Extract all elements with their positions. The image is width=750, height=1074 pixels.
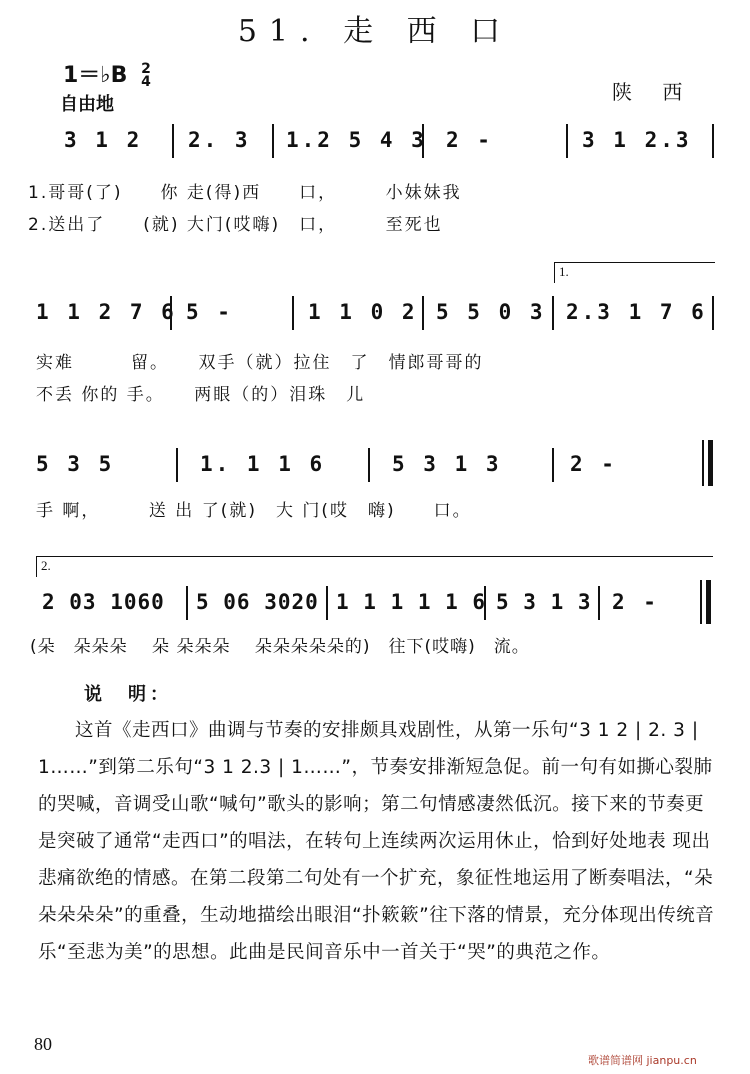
explanation-heading: 说 明： [84,684,172,705]
measure: 5 06 3020 [196,590,319,614]
explanation-paragraph [38,712,718,971]
volta-bracket-1 [554,262,715,283]
song-title: 51. 走 西 口 [237,14,513,49]
explanation-text: 这首《走西口》曲调与节奏的安排颇具戏剧性，从第一乐句“3 1 2 | 2. 3 | 1……”到第二乐句“3 1 2.3 | 1……”，节奏安排渐短急促。前一句有如撕心裂肺的哭喊，音调受山歌“喊句”歌头的影响；第二句情感凄然低沉。接下来的节奏更是突破了通常“走西口”的唱法，在转句上连续两次运用休止，恰到好处地表 现出悲痛欲绝的情感。在第二段第二句处有一个扩充，象征性地运用了断奏唱法，“朵朵朵朵朵”的重叠，生动地描绘出眼泪“扑簌簌”往下落的情景，充分体现出传统音乐“至悲为美”的思想。此曲是民间音乐中一首关于“哭”的典范之作。 [38,720,715,963]
lyric-line-1: 手 啊， 送 出 了(就) 大 门(哎 嗨) 口。 [36,501,472,521]
barline [598,586,600,620]
measure: 1 1 1 1 1 6 [336,590,487,614]
key-signature [63,58,151,89]
barline [172,124,174,158]
lyric-line-2: 2.送出了 (就) 大门(哎嗨) 口， 至死也 [28,215,443,235]
measure: 2. 3 [188,128,251,152]
lyric-line-1: 实难 留。 双手（就）拉住 了 情郎哥哥的 [36,353,484,373]
barline [368,448,370,482]
barline [712,124,714,158]
barline [176,448,178,482]
barline [566,124,568,158]
measure: 1. 1 1 6 [200,452,326,476]
page-number: 80 [34,1034,52,1054]
measure: 2 - [612,590,659,614]
final-barline [706,580,711,624]
measure: 2 - [446,128,493,152]
volta-label: 2. [41,558,51,573]
tempo-marking: 自由地 [60,94,114,115]
barline [272,124,274,158]
barline [552,296,554,330]
volta-bracket-2 [36,556,713,577]
measure: 5 - [186,300,233,324]
measure: 2 - [570,452,617,476]
barline [292,296,294,330]
measure: 5 5 0 3 [436,300,546,324]
measure: 1 1 0 2 [308,300,418,324]
lyric-line-2: 不丢 你的 手。 两眼（的）泪珠 儿 [36,385,366,405]
barline [712,296,714,330]
time-bottom: 4 [141,74,151,90]
barline [702,440,704,486]
measure: 2 03 1060 [42,590,165,614]
repeat-end-barline [708,440,713,486]
lyric-line-1: 1.哥哥(了) 你 走(得)西 口， 小妹妹我 [28,183,462,203]
time-signature [141,63,151,89]
watermark: 歌谱简谱网 jianpu.cn [588,1054,697,1067]
measure: 5 3 5 [36,452,115,476]
barline [552,448,554,482]
barline [186,586,188,620]
measure: 3 1 2 [64,128,143,152]
region-label: 陕 西 [612,80,695,104]
measure: 3 1 2.3 [582,128,692,152]
measure: 1 1 2 7 6 [36,300,177,324]
volta-label: 1. [559,264,569,279]
key-text: 1＝♭B [63,63,128,88]
measure: 5 3 1 3 [496,590,592,614]
measure: 1.2 5 4 3 [286,128,427,152]
time-top: 2 [141,61,151,77]
lyric-line-1: (朵 朵朵朵 朵 朵朵朵 朵朵朵朵朵的) 往下(哎嗨) 流。 [30,637,530,657]
barline [326,586,328,620]
barline [700,580,702,624]
measure: 2.3 1 7 6 [566,300,707,324]
measure: 5 3 1 3 [392,452,502,476]
barline [422,296,424,330]
